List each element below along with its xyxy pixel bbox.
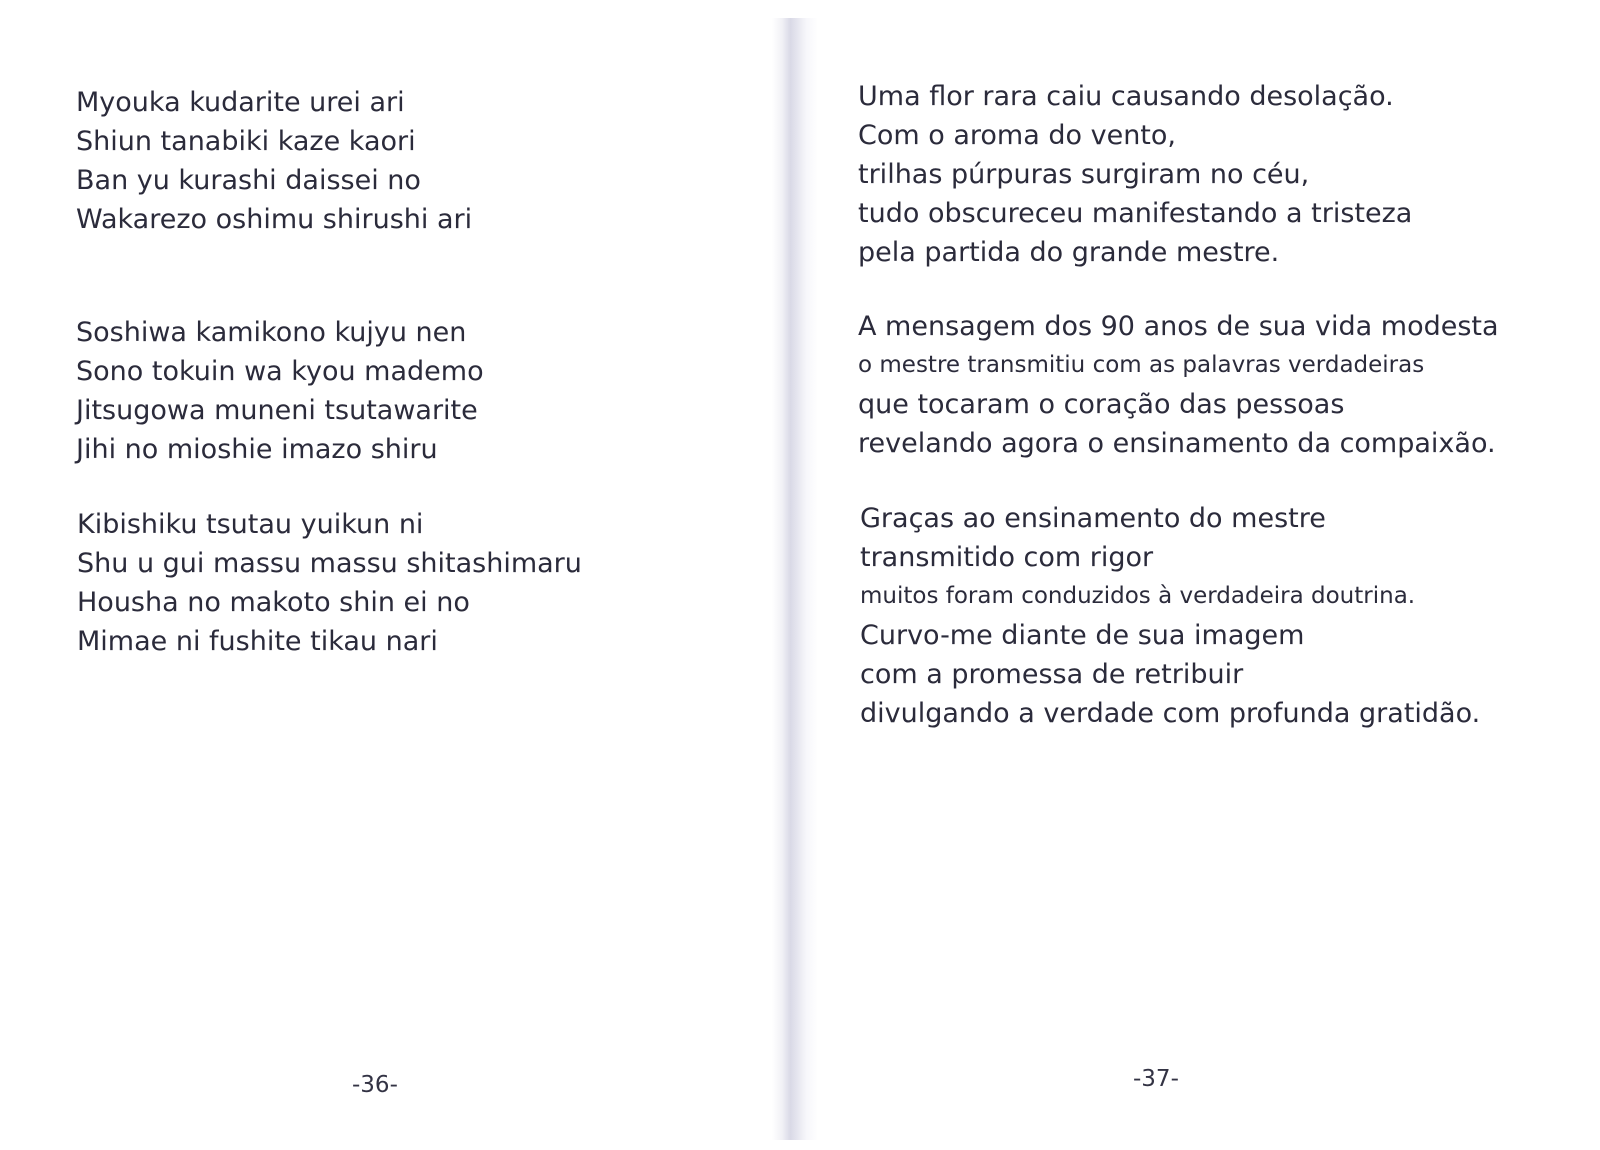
verse-line: Jitsugowa muneni tsutawarite [76, 395, 478, 426]
left-stanza-1 [76, 83, 472, 239]
verse-line: Uma flor rara caiu causando desolação. [858, 81, 1394, 112]
right-stanza-1 [858, 77, 1412, 272]
verse-line: Housha no makoto shin ei no [77, 587, 470, 618]
verse-line: Sono tokuin wa kyou mademo [76, 356, 484, 387]
verse-line: o mestre transmitiu com as palavras verdadeiras [858, 352, 1425, 378]
page-number-right: -37- [1133, 1066, 1179, 1092]
verse-line: A mensagem dos 90 anos de sua vida modesta [858, 311, 1499, 342]
verse-line: Wakarezo oshimu shirushi ari [76, 204, 473, 235]
left-stanza-3 [77, 505, 582, 661]
verse-line: revelando agora o ensinamento da compaixão. [858, 428, 1496, 459]
verse-line: tudo obscureceu manifestando a tristeza [858, 198, 1413, 229]
verse-line: Ban yu kurashi daissei no [76, 165, 421, 196]
verse-line: Jihi no mioshie imazo shiru [76, 434, 438, 465]
verse-line: Kibishiku tsutau yuikun ni [77, 509, 424, 540]
verse-line: muitos foram conduzidos à verdadeira doutrina. [860, 583, 1416, 609]
right-stanza-3 [860, 499, 1480, 733]
verse-line: Soshiwa kamikono kujyu nen [76, 317, 467, 348]
verse-line: Graças ao ensinamento do mestre [860, 503, 1326, 534]
verse-line: trilhas púrpuras surgiram no céu, [858, 159, 1310, 190]
left-stanza-2 [76, 313, 484, 469]
verse-line: com a promessa de retribuir [860, 659, 1244, 690]
verse-line: Myouka kudarite urei ari [76, 87, 405, 118]
verse-line: Shiun tanabiki kaze kaori [76, 126, 416, 157]
verse-line: Com o aroma do vento, [858, 120, 1176, 151]
verse-line: pela partida do grande mestre. [858, 237, 1280, 268]
verse-line: Shu u gui massu massu shitashimaru [77, 548, 582, 579]
verse-line: transmitido com rigor [860, 542, 1154, 573]
verse-line: Curvo-me diante de sua imagem [860, 620, 1305, 651]
book-spine-gutter [772, 18, 818, 1140]
page-number-left: -36- [352, 1072, 398, 1098]
verse-line: que tocaram o coração das pessoas [858, 389, 1345, 420]
right-stanza-2 [858, 307, 1499, 463]
verse-line: divulgando a verdade com profunda gratidão. [860, 698, 1481, 729]
verse-line: Mimae ni fushite tikau nari [77, 626, 438, 657]
